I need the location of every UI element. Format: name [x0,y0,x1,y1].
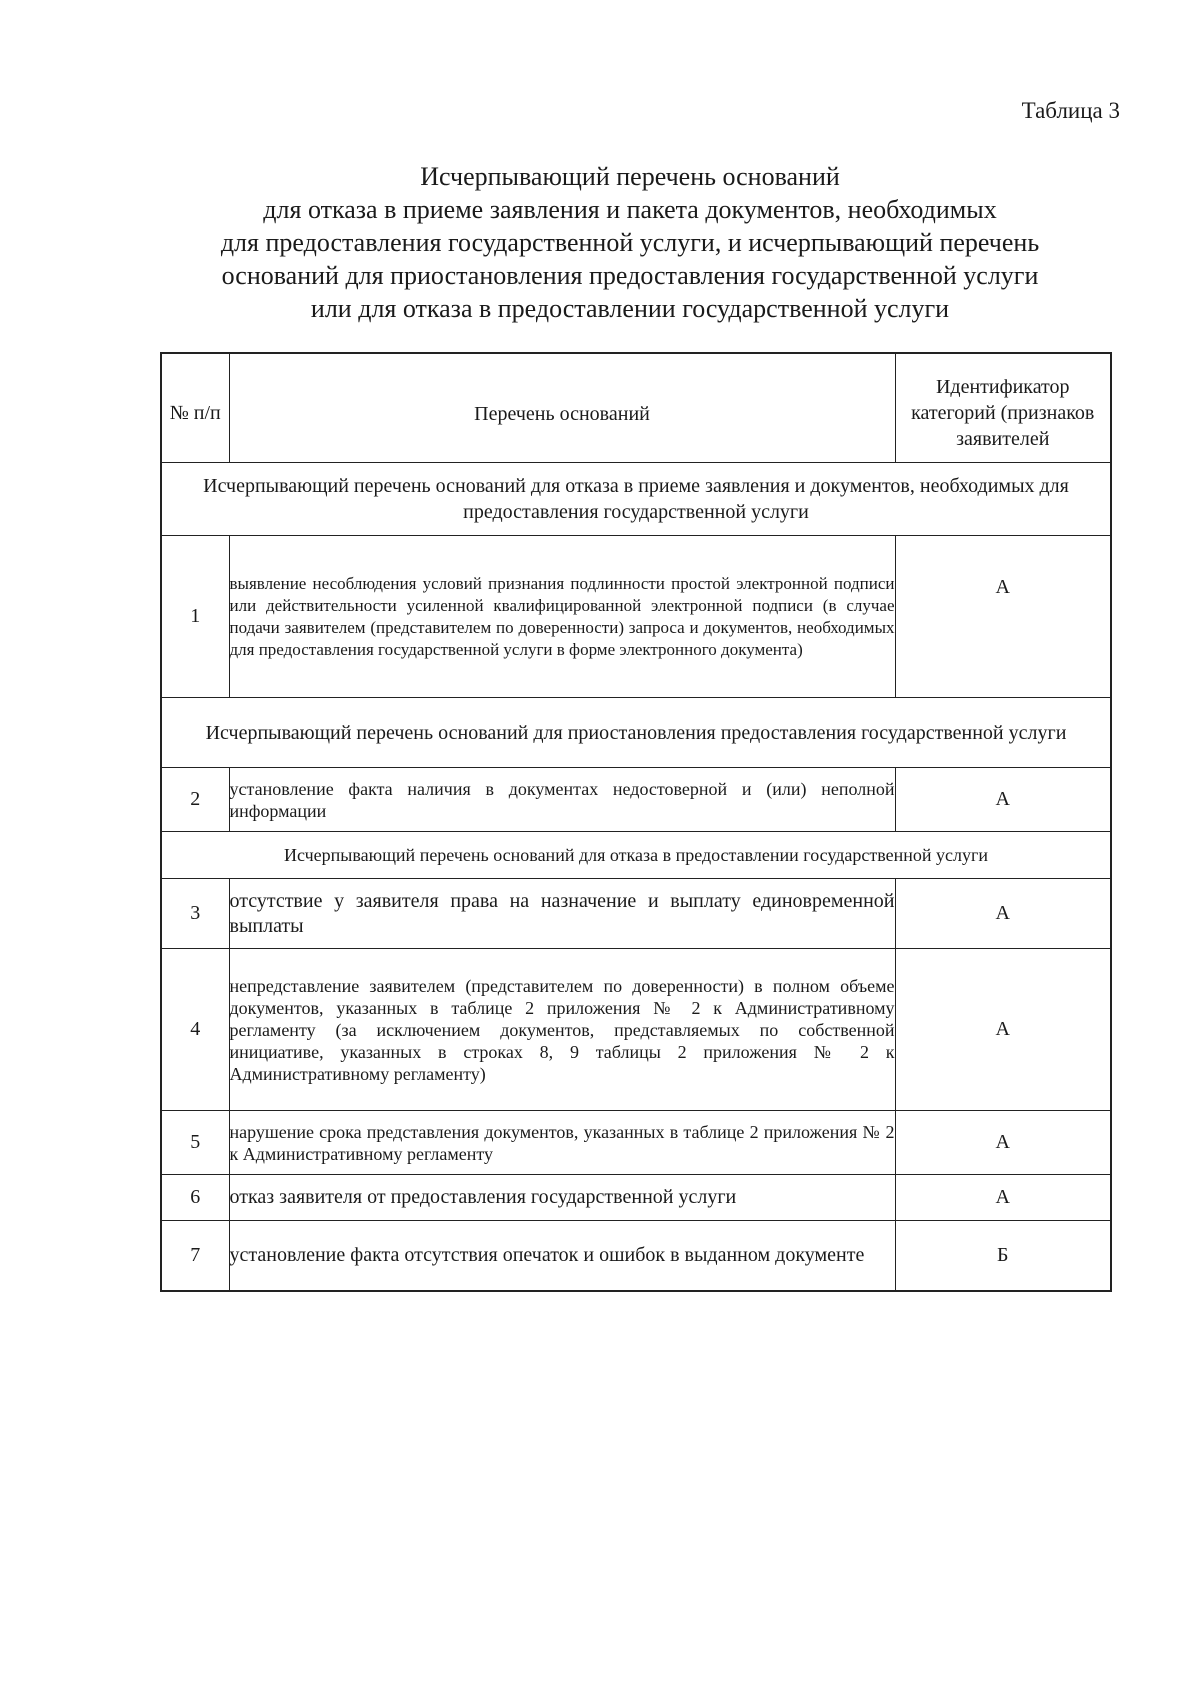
table-header-row [161,353,1111,463]
document-title [150,160,1110,325]
section-heading: Исчерпывающий перечень оснований для приостановления предоставления государственной услуги [161,698,1111,768]
table-row [161,879,1111,949]
title-line: или для отказа в предоставлении государственной услуги [310,294,950,323]
row-number: 5 [161,1111,229,1175]
row-number: 1 [161,536,229,698]
row-identifier: А [895,949,1111,1111]
table-row [161,768,1111,832]
table-row [161,1111,1111,1175]
row-number: 4 [161,949,229,1111]
table-row [161,1175,1111,1221]
row-identifier: А [895,879,1111,949]
section-row [161,463,1111,536]
section-heading: Исчерпывающий перечень оснований для отказа в приеме заявления и документов, необходимых для предоставления государственной услуги [161,463,1111,536]
row-number: 2 [161,768,229,832]
row-text: непредставление заявителем (представителем по доверенности) в полном объеме документов, указанных в таблице 2 приложения № 2 к Административному регламенту (за исключением документов, представляемых по собственной инициативе, указанных в строках 8, 9 таблицы 2 приложения № 2 к Административному регламенту) [229,949,895,1111]
row-number: 6 [161,1175,229,1221]
table-row [161,949,1111,1111]
row-text: выявление несоблюдения условий признания подлинности простой электронной подписи или действительности усиленной квалифицированной электронной подписи (в случае подачи заявителем (представителем по доверенности) запроса и документов, необходимых для предоставления государственной услуги в форме электронного документа) [229,536,895,698]
row-identifier: А [895,1175,1111,1221]
title-line: оснований для приостановления предоставления государственной услуги [221,261,1039,290]
table-row [161,1221,1111,1291]
table-row [161,536,1111,698]
grounds-table [160,352,1112,1292]
row-identifier: А [895,1111,1111,1175]
header-text: Перечень оснований [229,353,895,463]
table-label: Таблица 3 [1021,98,1120,123]
row-identifier: А [895,768,1111,832]
row-identifier: А [895,536,1111,698]
section-row [161,832,1111,879]
header-id: Идентификатор категорий (признаков заявителей [895,353,1111,463]
row-text: установление факта отсутствия опечаток и ошибок в выданном документе [229,1221,895,1291]
row-text: нарушение срока представления документов, указанных в таблице 2 приложения № 2 к Административному регламенту [229,1111,895,1175]
title-line: для предоставления государственной услуги, и исчерпывающий перечень [220,228,1040,257]
row-text: отказ заявителя от предоставления государственной услуги [229,1175,895,1221]
title-line: для отказа в приеме заявления и пакета документов, необходимых [263,195,997,224]
section-heading: Исчерпывающий перечень оснований для отказа в предоставлении государственной услуги [161,832,1111,879]
row-number: 7 [161,1221,229,1291]
row-text: установление факта наличия в документах недостоверной и (или) неполной информации [229,768,895,832]
header-num: № п/п [161,353,229,463]
row-number: 3 [161,879,229,949]
title-line: Исчерпывающий перечень оснований [420,162,840,191]
row-text: отсутствие у заявителя права на назначение и выплату единовременной выплаты [229,879,895,949]
section-row [161,698,1111,768]
row-identifier: Б [895,1221,1111,1291]
